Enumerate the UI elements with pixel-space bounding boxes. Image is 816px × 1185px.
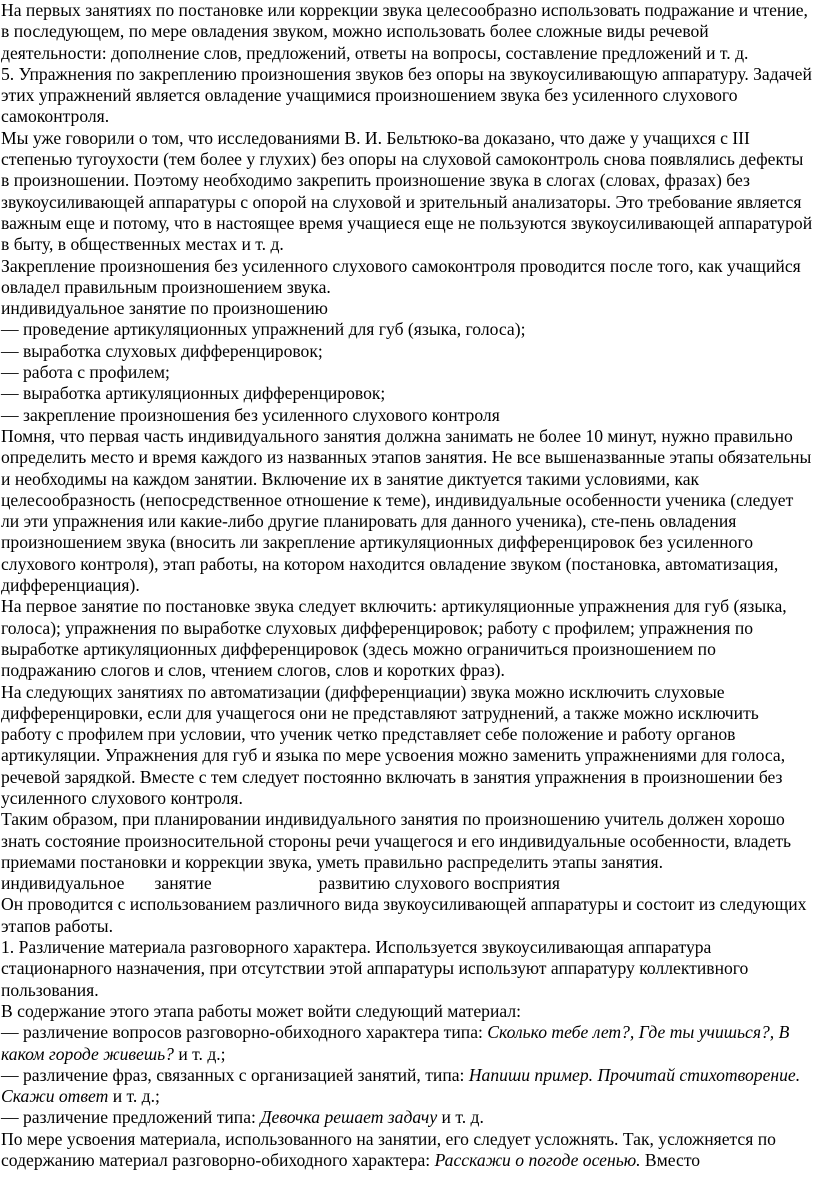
list-item-phrases: — различение фраз, связанных с организацией занятий, типа: Напиши пример. Прочитай стихотворение. Скажи ответ и т. д.; bbox=[1, 1064, 801, 1107]
list-item: — работа с профилем; bbox=[1, 362, 170, 383]
heading-word: развитию слухового восприятия bbox=[318, 873, 560, 894]
paragraph-summary: Таким образом, при планировании индивидуального занятия по произношению учитель должен хорошо знать состояние произносительной стороны речи учащегося и его индивидуальные особенности, владеть приемами постановки и коррекции звука, уметь правильно распределить этапы занятия. bbox=[1, 809, 792, 872]
list-item: — выработка артикуляционных дифференцировок; bbox=[1, 383, 386, 404]
list-item: — проведение артикуляционных упражнений для губ (языка, голоса); bbox=[1, 319, 526, 340]
paragraph-next-lessons: На следующих занятиях по автоматизации (дифференциации) звука можно исключить слуховые дифференцировки, если для учащегося они не представляют затруднений, а также можно исключить работу с профилем при условии, что ученик четко представляет себе положение и работу органов артикуляции. Упражнения для губ и языка по мере усвоения можно заменить упражнениями для голоса, речевой зарядкой. Вместе с тем следует постоянно включать в занятия упражнения в произношении без усиленного слухового контроля. bbox=[1, 681, 786, 808]
paragraph-research: Мы уже говорили о том, что исследованиями В. И. Бельтюко-ва доказано, что даже у учащихся с III степенью тугоухости (тем более у глухих) без опоры на слуховой самоконтроль снова появлялись дефекты в произношении. Поэтому необходимо закрепить произношение звука в слогах (словах, фразах) без звукоусиливающей аппаратуры с опорой на слуховой и зрительный анализаторы. Это требование является важным еще и потому, что в настоящее время учащиеся еще не пользуются звукоусиливающей аппаратурой в быту, в общественных местах и т. д. bbox=[1, 127, 813, 255]
heading-word: индивидуальное bbox=[1, 873, 125, 894]
paragraph-first-part: Помня, что первая часть индивидуального занятия должна занимать не более 10 минут, нужно правильно определить место и время каждого из названных этапов занятия. Не все вышеназванные этапы обязательны и необходимы на каждом занятии. Включение их в занятие диктуется такими условиями, как целесообразность (непосредственное отношение к теме), индивидуальные особенности ученика (следует ли эти упражнения или какие-либо другие планировать для данного ученика), сте-пень овладения произношением звука (вносить ли закрепление артикуляционных дифференцировок без усиленного слухового контроля), этап работы, на котором находится овладение звуком (постановка, автоматизация, дифференциация). bbox=[1, 425, 812, 596]
paragraph-complication: По мере усвоения материала, использованного на занятии, его следует усложнять. Так, усложняется по содержанию материал разговорно-обиходного характера: Расскажи о погоде осенью. Вместо bbox=[1, 1128, 776, 1171]
heading-individual-lesson: индивидуальное занятие по произношению bbox=[1, 298, 328, 319]
list-item-sentences: — различение предложений типа: Девочка решает задачу и т. д. bbox=[1, 1107, 484, 1128]
lesson-stages-list bbox=[1, 319, 813, 425]
list-item: — выработка слуховых дифференцировок; bbox=[1, 340, 323, 361]
paragraph-stage-1: 1. Различение материала разговорного характера. Используется звукоусиливающая аппаратура стационарного назначения, при отсутствии этой аппаратуры используют аппаратуру коллективного пользования. bbox=[1, 937, 749, 1000]
heading-auditory-lesson bbox=[1, 873, 813, 894]
list-item: — закрепление произношения без усиленного слухового контроля bbox=[1, 404, 500, 425]
paragraph-conducted: Он проводится с использованием различного вида звукоусиливающей аппаратуры и состоит из следующих этапов работы. bbox=[1, 894, 807, 936]
paragraph-exercise-5: 5. Упражнения по закреплению произношения звуков без опоры на звукоусиливающую аппаратуру. Задачей этих упражнений является овладение учащимися произношением звука без усиленного слухового самоконтроля. bbox=[1, 63, 812, 127]
paragraph-consolidation: Закрепление произношения без усиленного слухового самоконтроля проводится после того, как учащийся овладел правильным произношением звука. bbox=[1, 255, 801, 297]
list-item-questions: — различение вопросов разговорно-обиходного характера типа: Сколько тебе лет?, Где ты учишься?, В каком городе живешь? и т. д.; bbox=[1, 1022, 790, 1064]
paragraph-content: В содержание этого этапа работы может войти следующий материал: bbox=[1, 1000, 522, 1021]
paragraph-imitation: На первых занятиях по постановке или коррекции звука целесообразно использовать подражание и чтение, в последующем, по мере овладения звуком, можно использовать более сложные виды речевой деятельности: дополнение слов, предложений, ответы на вопросы, составление предложений и т. д. bbox=[1, 0, 808, 63]
heading-word: занятие bbox=[154, 873, 212, 894]
paragraph-first-lesson: На первое занятие по постановке звука следует включить: артикуляционные упражнения для губ (языка, голоса); упражнения по выработке слуховых дифференцировок; работу с профилем; упражнения по выработке артикуляционных дифференцировок (здесь можно ограничиться произношением по подражанию слогов и слов, чтением слогов, слов и коротких фраз). bbox=[1, 596, 787, 681]
